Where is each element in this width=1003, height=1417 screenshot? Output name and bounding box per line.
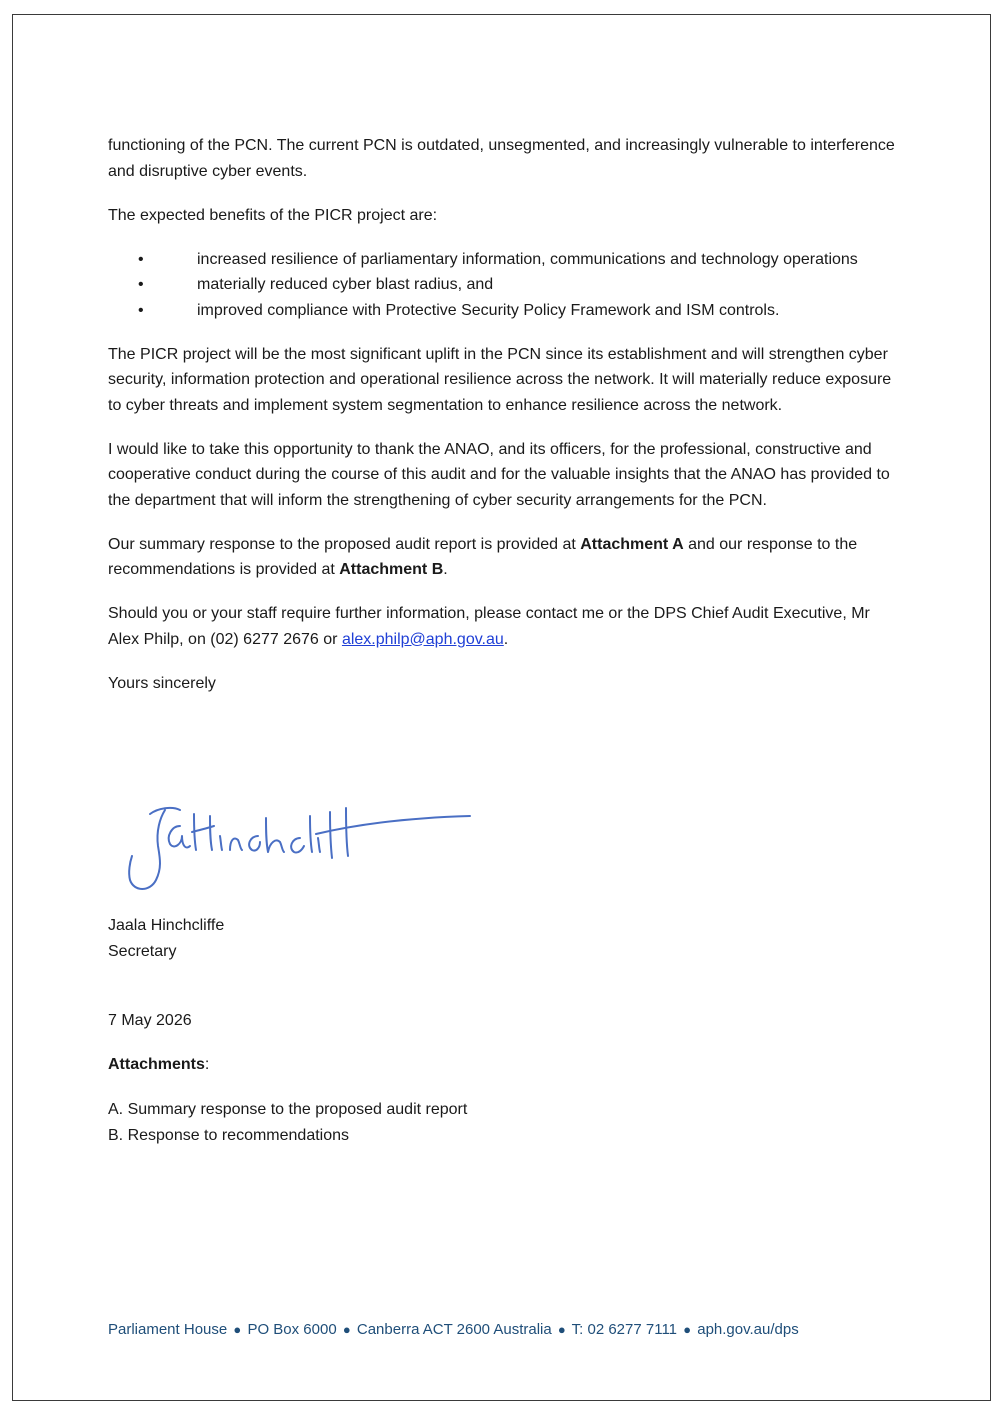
paragraph-contact: Should you or your staff require further information, please contact me or the DPS Chief Audit Executive, Mr Alex Philp, on (02) 6277 2676 or alex.philp@aph.gov.au.	[108, 605, 870, 648]
list-item: • improved compliance with Protective Security Policy Framework and ISM controls.	[108, 298, 898, 324]
paragraph-pcn-context: functioning of the PCN. The current PCN is outdated, unsegmented, and increasingly vulnerable to interference and disruptive cyber events.	[108, 137, 895, 180]
list-item: • materially reduced cyber blast radius, and	[108, 272, 898, 298]
paragraph-attachments-reference: Our summary response to the proposed audit report is provided at Attachment A and our response to the recommendations is provided at Attachment B.	[108, 535, 858, 578]
signatory-block	[108, 913, 224, 964]
signatory-name: Jaala Hinchcliffe	[108, 917, 225, 934]
paragraph-picr-uplift: The PICR project will be the most significant uplift in the PCN since its establishment and will strengthen cyber security, information protection and operational resilience across the network. It will materially reduce exposure to cyber threats and implement system segmentation to enhance resilience across the network.	[108, 345, 892, 414]
footer-city: Canberra ACT 2600 Australia	[356, 1321, 552, 1338]
paragraph-thanks: I would like to take this opportunity to thank the ANAO, and its officers, for the professional, constructive and cooperative conduct during the course of this audit and for the valuable insights that the ANAO has provided to the department that will inform the strengthening of cyber security arrangements for the PCN.	[108, 440, 890, 509]
attachments-list	[108, 1097, 467, 1148]
footer-website: aph.gov.au/dps	[697, 1321, 799, 1338]
attachment-b-reference: Attachment B	[339, 561, 444, 578]
bullet-icon: •	[138, 276, 144, 293]
paragraph-benefits-intro: The expected benefits of the PICR project are:	[108, 206, 438, 224]
bullet-separator-icon: ●	[683, 1322, 692, 1337]
letter-date: 7 May 2026	[108, 1012, 192, 1029]
bullet-icon: •	[138, 301, 144, 319]
list-item: B. Response to recommendations	[108, 1126, 350, 1144]
footer-po-box: PO Box 6000	[247, 1321, 337, 1338]
bullet-icon: •	[138, 250, 144, 268]
list-item: • increased resilience of parliamentary information, communications and technology operations	[108, 247, 898, 273]
signatory-title: Secretary	[108, 942, 177, 960]
letter-body	[108, 133, 898, 715]
signature-image	[120, 796, 480, 901]
bullet-separator-icon: ●	[233, 1322, 242, 1337]
benefits-list	[108, 247, 898, 324]
attachments-heading: Attachments:	[108, 1056, 210, 1073]
bullet-separator-icon: ●	[342, 1322, 351, 1337]
footer-phone: T: 02 6277 7111	[571, 1321, 678, 1338]
email-link[interactable]: alex.philp@aph.gov.au	[341, 630, 504, 648]
list-item: A. Summary response to the proposed audit report	[108, 1101, 468, 1118]
footer-address-line1: Parliament House	[108, 1321, 228, 1338]
page-footer	[108, 1321, 799, 1338]
attachment-a-reference: Attachment A	[580, 535, 684, 553]
closing-salutation: Yours sincerely	[108, 674, 216, 692]
bullet-separator-icon: ●	[557, 1322, 566, 1337]
